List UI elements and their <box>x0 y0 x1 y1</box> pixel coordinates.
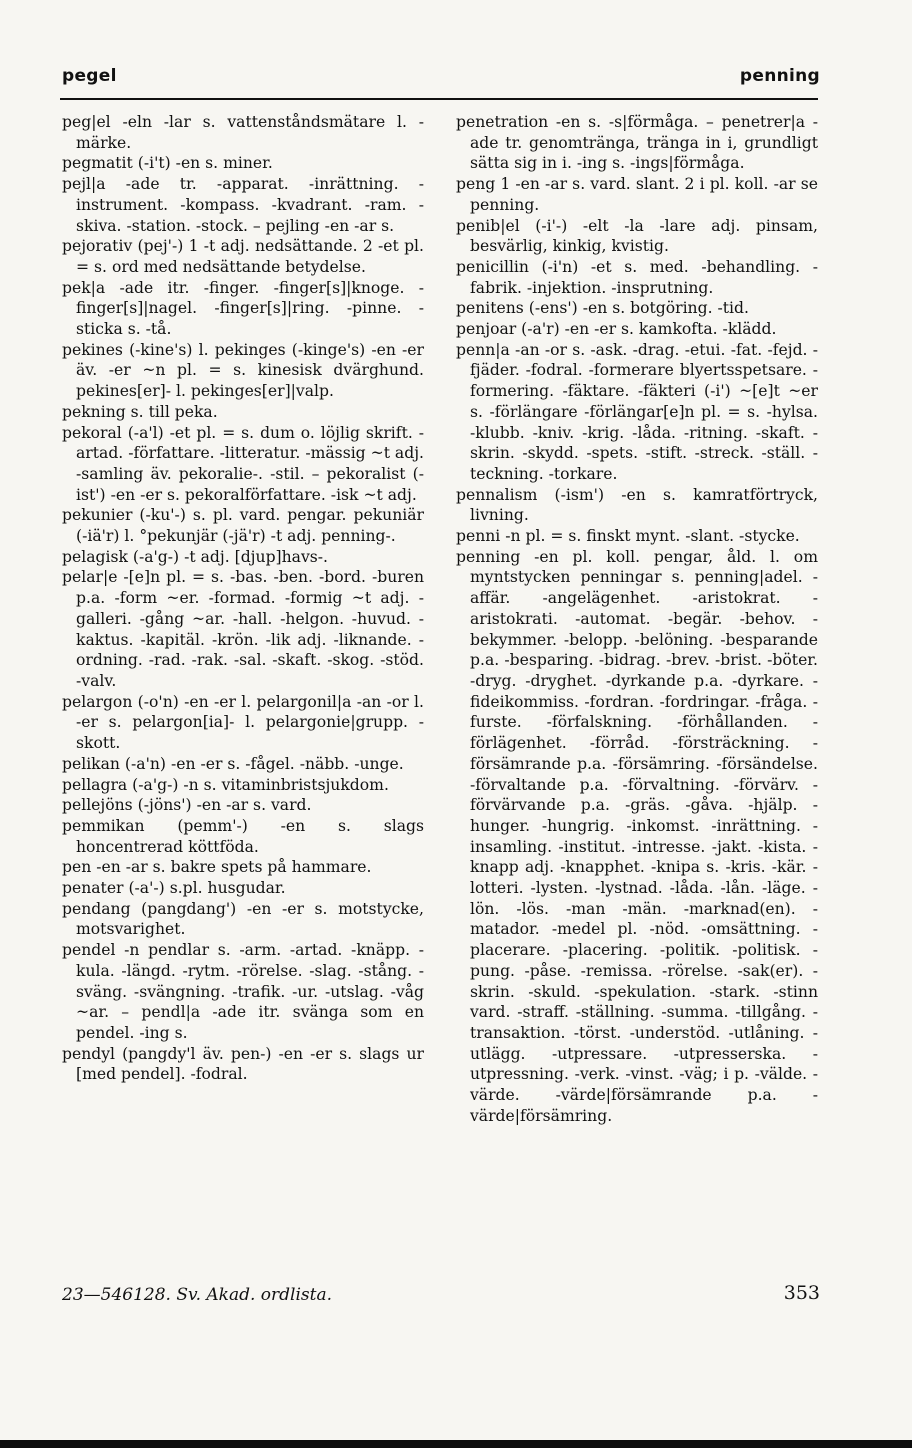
page-number: 353 <box>783 1282 820 1304</box>
dictionary-entry: pelar|e -[e]n pl. = s. -bas. -ben. -bord. -buren p.a. -form ~er. -formad. -formig ~t adj. -galleri. -gång ~ar. -hall. -helgon. -huvud. -kaktus. -kapitäl. -krön. -lik adj. -liknande. -ordning. -rad. -rak. -sal. -skaft. -skog. -stöd. -valv. <box>62 568 424 690</box>
signature-reference: 23—546128. Sv. Akad. ordlista. <box>62 1285 332 1305</box>
dictionary-entry: pennalism (-ism') -en s. kamratförtryck, livning. <box>456 485 818 525</box>
dictionary-entry: penni -n pl. = s. finskt mynt. -slant. -stycke. <box>456 527 800 546</box>
dictionary-entry: peg|el -eln -lar s. vattenståndsmätare l. -märke. <box>62 113 424 152</box>
right-guide-word: penning <box>739 66 820 86</box>
dictionary-entry: pelargon (-o'n) -en -er l. pelargonil|a -an -or l. -er s. pelargon[ia]- l. pelargonie|grupp. -skott. <box>62 692 424 753</box>
dictionary-entry: pen -en -ar s. bakre spets på hammare. <box>62 858 372 877</box>
dictionary-entry: pegmatit (-i't) -en s. miner. <box>62 154 273 173</box>
dictionary-entry: penib|el (-i'-) -elt -la -lare adj. pinsam, besvärlig, kinkig, kvistig. <box>456 216 818 256</box>
dictionary-entry: pelikan (-a'n) -en -er s. -fågel. -näbb. -unge. <box>62 754 404 773</box>
left-column <box>62 112 424 1085</box>
dictionary-entry: penitens (-ens') -en s. botgöring. -tid. <box>456 299 749 318</box>
dictionary-entry: pendyl (pangdy'l äv. pen-) -en -er s. slags ur [med pendel]. -fodral. <box>62 1044 424 1084</box>
dictionary-entry: pekunier (-ku'-) s. pl. vard. pengar. pekuniär (-iä'r) l. °pekunjär (-jä'r) -t adj. penning-. <box>62 506 424 546</box>
dictionary-entry: peng 1 -en -ar s. vard. slant. 2 i pl. koll. -ar se penning. <box>456 175 818 214</box>
left-guide-word: pegel <box>62 66 117 86</box>
dictionary-entry: pekines (-kine's) l. pekinges (-kinge's) -en -er äv. -er ~n pl. = s. kinesisk dvärghund. pekines[er]- l. pekinges[er]|valp. <box>62 340 424 401</box>
dictionary-entry: pellejöns (-jöns') -en -ar s. vard. <box>62 796 312 815</box>
dictionary-entry: pemmikan (pemm'-) -en s. slags honcentrerad köttföda. <box>62 816 424 856</box>
header-rule <box>60 98 818 100</box>
dictionary-entry: penn|a -an -or s. -ask. -drag. -etui. -fat. -fejd. -fjäder. -fodral. -formerare blyertsspetsare. -formering. -fäktare. -fäkteri (-i') ~[e]t ~er s. -förlängare -förlängar[e]n pl. = s. -hylsa. -klubb. -kniv. -krig. -låda. -ritning. -skaft. -skrin. -skydd. -spets. -stift. -streck. -ställ. -teckning. -torkare. <box>456 340 818 483</box>
dictionary-entry: penetration -en s. -s|förmåga. – penetrer|a -ade tr. genomtränga, tränga in i, grundligt sätta sig in i. -ing s. -ings|förmåga. <box>456 113 818 173</box>
dictionary-entry: pelagisk (-a'g-) -t adj. [djup]havs-. <box>62 547 329 566</box>
dictionary-entry: pejl|a -ade tr. -apparat. -inrättning. -instrument. -kompass. -kvadrant. -ram. -skiva. -station. -stock. – pejling -en -ar s. <box>62 175 424 235</box>
dictionary-entry: penicillin (-i'n) -et s. med. -behandling. -fabrik. -injektion. -insprutning. <box>456 257 818 297</box>
dictionary-entry: penater (-a'-) s.pl. husgudar. <box>62 879 286 898</box>
dictionary-entry: pekoral (-a'l) -et pl. = s. dum o. löjlig skrift. -artad. -författare. -litteratur. -mässig ~t adj. -samling äv. pekoralie-. -stil. – pekoralist (-ist') -en -er s. pekoralförfattare. -isk ~t adj. <box>62 423 424 504</box>
dictionary-entry: pendang (pangdang') -en -er s. motstycke, motsvarighet. <box>62 899 424 939</box>
dictionary-entry: penjoar (-a'r) -en -er s. kamkofta. -klädd. <box>456 320 777 339</box>
scan-edge-bar <box>0 1440 912 1448</box>
dictionary-entry: pellagra (-a'g-) -n s. vitaminbristsjukdom. <box>62 775 389 794</box>
dictionary-entry: penning -en pl. koll. pengar, åld. l. om myntstycken penningar s. penning|adel. -affär. -angelägenhet. -aristokrat. -aristokrati. -automat. -begär. -behov. -bekymmer. -belopp. -belöning. -besparande p.a. -besparing. -bidrag. -brev. -brist. -böter. -dryg. -dryghet. -dyrkande p.a. -dyrkare. -fideikommiss. -fordran. -fordringar. -fråga. -furste. -förfalskning. -förhållanden. -förlägenhet. -förråd. -försträckning. -försämrande p.a. -försämring. -försändelse. -förvaltande p.a. -förvaltning. -förvärv. -förvärvande p.a. -gräs. -gåva. -hjälp. -hunger. -hungrig. -inkomst. -inrättning. -insamling. -institut. -intresse. -jakt. -kista. -knapp adj. -knapphet. -knipa s. -kris. -kär. -lotteri. -lysten. -lystnad. -låda. -lån. -läge. -lön. -lös. -man -män. -marknad(en). -matador. -medel pl. -nöd. -omsättning. -placerare. -placering. -politik. -politisk. -pung. -påse. -remissa. -rörelse. -sak(er). -skrin. -skuld. -spekulation. -stark. -stinn vard. -straff. -ställning. -summa. -tillgång. -transaktion. -törst. -understöd. -utlåning. -utlägg. -utpressare. -utpresserska. -utpressning. -verk. -vinst. -väg; i p. -välde. -värde. -värde|försämrande p.a. -värde|försämring. <box>456 547 818 1125</box>
right-column <box>456 112 818 1126</box>
dictionary-entry: pendel -n pendlar s. -arm. -artad. -knäpp. -kula. -längd. -rytm. -rörelse. -slag. -stång. -sväng. -svängning. -trafik. -ur. -utslag. -våg ~ar. – pendl|a -ade itr. svänga som en pendel. -ing s. <box>62 941 424 1042</box>
dictionary-entry: pekning s. till peka. <box>62 402 218 421</box>
dictionary-entry: pejorativ (pej'-) 1 -t adj. nedsättande. 2 -et pl. = s. ord med nedsättande betydelse. <box>62 237 424 276</box>
dictionary-entry: pek|a -ade itr. -finger. -finger[s]|knoge. -finger[s]|nagel. -finger[s]|ring. -pinne. -sticka s. -tå. <box>62 278 424 339</box>
